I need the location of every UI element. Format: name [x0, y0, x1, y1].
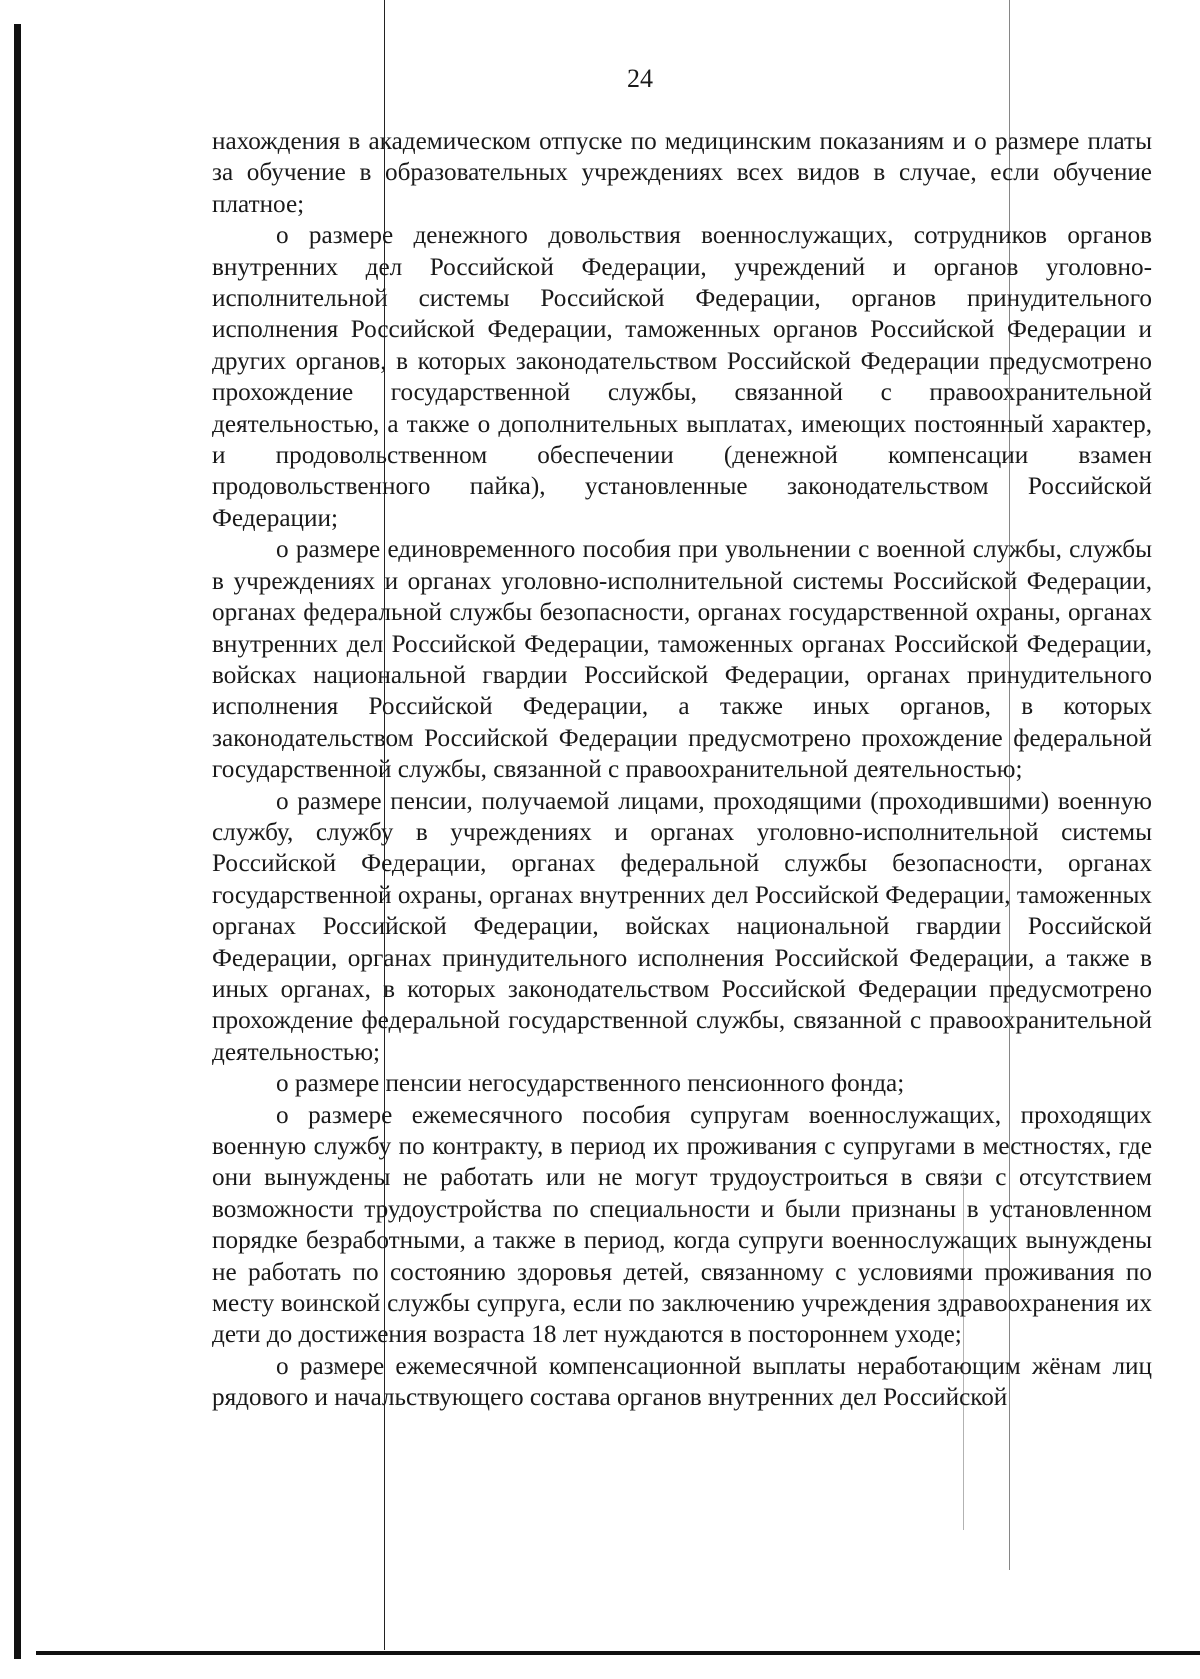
- paragraph: о размере пенсии негосударственного пенсионного фонда;: [276, 1070, 905, 1098]
- document-body: [212, 126, 1152, 1414]
- paragraph: о размере пенсии, получаемой лицами, проходящими (проходившими) военную службу, службу в учреждениях и органах уголовно-исполнительной системы Российской Федерации, органах федеральной службы безопасности, органах государственной охраны, органах внутренних дел Российской Федерации, таможенных органах Российской Федерации, войсках национальной гвардии Российской Федерации, органах принудительного исполнения Российской Федерации, а также в иных органах, в которых законодательством Российской Федерации предусмотрено прохождение федеральной государственной службы, связанной с правоохранительной деятельностью;: [212, 787, 1152, 1066]
- page-number: 24: [627, 64, 653, 93]
- paragraph: о размере денежного довольствия военнослужащих, сотрудников органов внутренних дел Российской Федерации, учреждений и органов уголовно-исполнительной системы Российской Федерации, органов принудительного исполнения Российской Федерации, таможенных органов Российской Федерации и других органов, в которых законодательством Российской Федерации предусмотрено прохождение государственной службы, связанной с правоохранительной деятельностью, а также о дополнительных выплатах, имеющих постоянный характер, и продовольственном обеспечении (денежной компенсации взамен продовольственного пайка), установленные законодательством Российской Федерации;: [212, 222, 1152, 532]
- paragraph: о размере ежемесячной компенсационной выплаты неработающим жёнам лиц рядового и начальствующего состава органов внутренних дел Российской: [212, 1352, 1152, 1412]
- paragraph: о размере единовременного пособия при увольнении с военной службы, службы в учреждениях и органах уголовно-исполнительной системы Российской Федерации, органах федеральной службы безопасности, органах государственной охраны, органах внутренних дел Российской Федерации, таможенных органах Российской Федерации, войсках национальной гвардии Российской Федерации, органах принудительного исполнения Российской Федерации, а также иных органов, в которых законодательством Российской Федерации предусмотрено прохождение федеральной государственной службы, связанной с правоохранительной деятельностью;: [212, 536, 1152, 784]
- paragraph: о размере ежемесячного пособия супругам военнослужащих, проходящих военную службу по контракту, в период их проживания с супругами в местностях, где они вынуждены не работать или не могут трудоустроиться в связи с отсутствием возможности трудоустройства по специальности и были признаны в установленном порядке безработными, а также в период, когда супруги военнослужащих вынуждены не работать по состоянию здоровья детей, связанному с условиями проживания по месту воинской службы супруга, если по заключению учреждения здравоохранения их дети до достижения возраста 18 лет нуждаются в постороннем уходе;: [212, 1101, 1152, 1349]
- paragraph: нахождения в академическом отпуске по медицинским показаниям и о размере платы за обучение в образовательных учреждениях всех видов в случае, если обучение платное;: [212, 128, 1152, 218]
- scan-border-left: [14, 24, 21, 1659]
- scan-border-bottom: [36, 1651, 1200, 1655]
